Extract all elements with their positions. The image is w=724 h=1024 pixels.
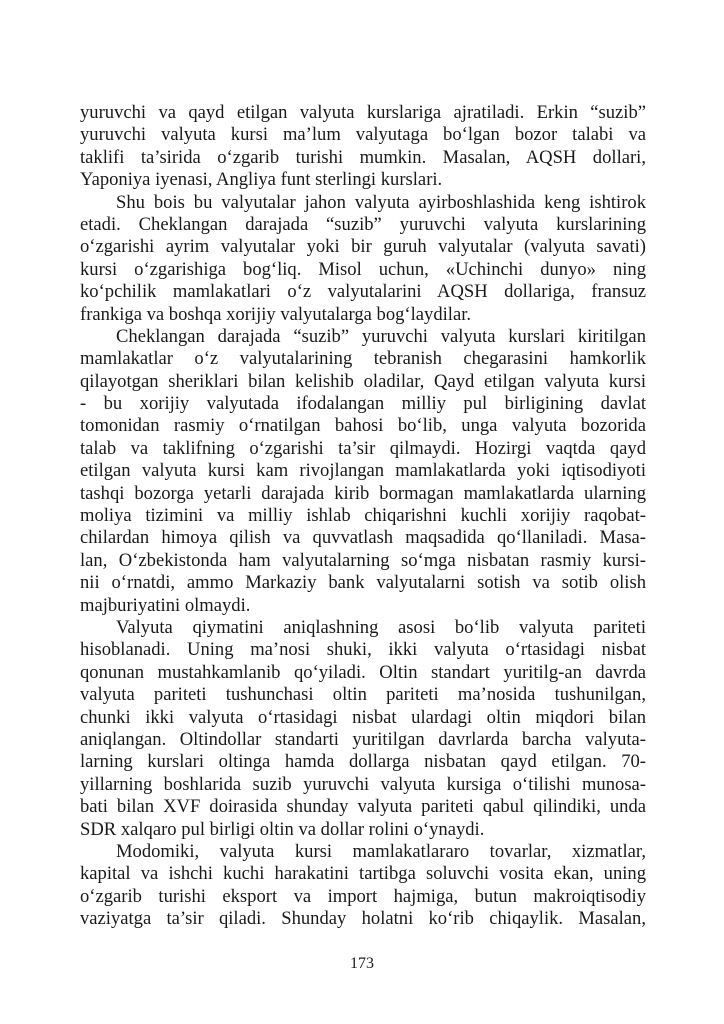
text-line: frankiga va boshqa xorijiy valyutalarga bog‘laydilar. — [80, 303, 472, 325]
paragraph-first-line: Shu bois bu valyutalar jahon valyuta ayirboshlashida keng ishtirok — [116, 191, 646, 213]
page-number: 173 — [350, 955, 374, 972]
text-line: larning kurslari oltinga hamda dollarga nisbatan qayd etilgan. 70- — [80, 751, 646, 773]
text-line: yillarning boshlarida suzib yuruvchi valyuta kursiga o‘tilishi munosa- — [80, 773, 646, 795]
text-line: tashqi bozorga yetarli darajada kirib bormagan mamlakatlarda ularning — [80, 482, 646, 504]
text-line: chilardan himoya qilish va quvvatlash maqsadida qo‘llaniladi. Masa- — [80, 527, 646, 549]
paragraph-first-line: Modomiki, valyuta kursi mamlakatlararo tovarlar, xizmatlar, — [116, 840, 646, 862]
text-line: tomonidan rasmiy o‘rnatilgan bahosi bo‘lib, unga valyuta bozorida — [80, 415, 646, 437]
text-line: ko‘pchilik mamlakatlari o‘z valyutalarini AQSH dollariga, fransuz — [80, 281, 646, 303]
page-body-text — [80, 102, 646, 930]
text-line: lan, O‘zbekistonda ham valyutalarning so‘mga nisbatan rasmiy kursi- — [80, 549, 646, 571]
text-line: aniqlangan. Oltindollar standarti yuritilgan davrlarda barcha valyuta- — [80, 728, 646, 750]
text-line: - bu xorijiy valyutada ifodalangan milliy pul birligining davlat — [80, 393, 646, 415]
text-line: o‘zgarib turishi eksport va import hajmiga, butun makroiqtisodiy — [80, 885, 646, 907]
paragraph-first-line: Cheklangan darajada “suzib” yuruvchi valyuta kurslari kiritilgan — [116, 325, 646, 347]
text-line: mamlakatlar o‘z valyutalarining tebranish chegarasini hamkorlik — [80, 348, 646, 370]
text-line: kursi o‘zgarishiga bog‘liq. Misol uchun, «Uchinchi dunyo» ning — [80, 258, 646, 280]
text-line: etilgan valyuta kursi kam rivojlangan mamlakatlarda yoki iqtisodiyoti — [80, 460, 646, 482]
text-line: talab va taklifning o‘zgarishi ta’sir qilmaydi. Hozirgi vaqtda qayd — [80, 437, 646, 459]
text-line: SDR xalqaro pul birligi oltin va dollar rolini o‘ynaydi. — [80, 818, 485, 840]
text-line: Yaponiya iyenasi, Angliya funt sterlingi kurslari. — [80, 169, 443, 191]
text-line: yuruvchi va qayd etilgan valyuta kurslariga ajratiladi. Erkin “suzib” — [80, 102, 646, 123]
text-line: hisoblanadi. Uning ma’nosi shuki, ikki valyuta o‘rtasidagi nisbat — [80, 639, 646, 661]
text-line: majburiyatini olmaydi. — [80, 594, 251, 616]
text-line: o‘zgarishi ayrim valyutalar yoki bir guruh valyutalar (valyuta savati) — [80, 236, 646, 258]
text-line: taklifi ta’sirida o‘zgarib turishi mumkin. Masalan, AQSH dollari, — [80, 146, 646, 168]
paragraph-first-line: Valyuta qiymatini aniqlashning asosi bo‘lib valyuta pariteti — [116, 616, 646, 638]
text-line: chunki ikki valyuta o‘rtasidagi nisbat ulardagi oltin miqdori bilan — [80, 706, 646, 728]
text-line: qilayotgan sheriklari bilan kelishib oladilar, Qayd etilgan valyuta kursi — [80, 370, 646, 392]
text-line: yuruvchi valyuta kursi ma’lum valyutaga bo‘lgan bozor talabi va — [80, 124, 646, 146]
text-line: qonunan mustahkamlanib qo‘yiladi. Oltin standart yuritilg-an davrda — [80, 661, 646, 683]
text-line: bati bilan XVF doirasida shunday valyuta pariteti qabul qilindiki, unda — [80, 796, 646, 818]
text-line: etadi. Cheklangan darajada “suzib” yuruvchi valyuta kurslarining — [80, 213, 646, 235]
text-line: vaziyatga ta’sir qiladi. Shunday holatni ko‘rib chiqaylik. Masalan, — [80, 908, 646, 930]
text-line: valyuta pariteti tushunchasi oltin pariteti ma’nosida tushunilgan, — [80, 684, 646, 706]
text-line: moliya tizimini va milliy ishlab chiqarishni kuchli xorijiy raqobat- — [80, 505, 646, 527]
text-line: kapital va ishchi kuchi harakatini tartibga soluvchi vosita ekan, uning — [80, 863, 646, 885]
text-line: nii o‘rnatdi, ammo Markaziy bank valyutalarni sotish va sotib olish — [80, 572, 646, 594]
